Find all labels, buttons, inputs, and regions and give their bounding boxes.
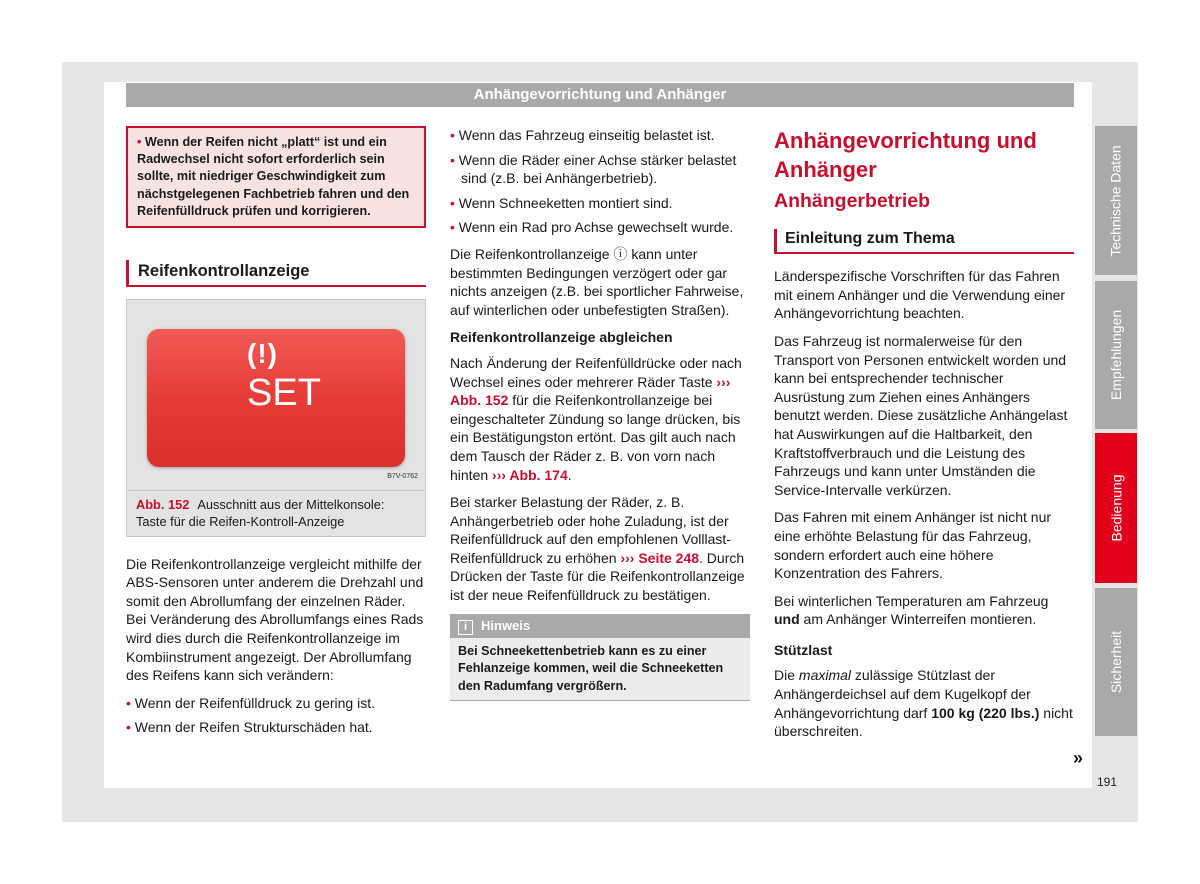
list-item: • Wenn Schneeketten montiert sind.	[450, 194, 750, 213]
set-label: SET	[247, 371, 321, 414]
list-item: • Wenn der Reifenfülldruck zu gering ist.	[126, 694, 426, 713]
paragraph: Die Reifenkontrollanzeige ⓘ kann unter bestimmten Bedingungen verzögert oder gar nichts anzeigen (z.B. bei sportlicher Fahrweise, auf winterlichen oder unbefestigten Straßen).	[450, 245, 744, 318]
topic-heading: Einleitung zum Thema	[774, 229, 1074, 255]
paragraph: Nach Änderung der Reifenfülldrücke oder nach Wechsel eines oder mehrerer Räder Taste ››› Abb. 152 für die Reifenkontrollanzeige bei eingeschalteter Zündung so lange drücken, bis ein Bestätigungston ertönt. Das gilt auch nach dem Tausch der Räder z. B. von vorn nach hinten ››› Abb. 174.	[450, 354, 742, 483]
paragraph: Das Fahren mit einem Anhänger ist nicht nur eine erhöhte Belastung für das Fahrzeug, sondern erfordert auch eine höhere Konzentration des Fahrers.	[774, 509, 1052, 582]
note-body: Bei Schneekettenbetrieb kann es zu einer Fehlanzeige kommen, weil die Schneeketten den Radumfang vergrößern.	[450, 638, 750, 701]
subheading: Reifenkontrollanzeige abgleichen	[450, 329, 673, 346]
note-header	[450, 614, 750, 639]
section-title: Anhängerbetrieb	[774, 190, 931, 212]
figure-set-button	[126, 299, 426, 491]
subheading: Stützlast	[774, 641, 833, 658]
list-item: • Wenn der Reifen Strukturschäden hat.	[126, 718, 426, 737]
figure-caption	[126, 491, 426, 537]
list-item: • Wenn das Fahrzeug einseitig belastet ist.	[450, 126, 750, 145]
paragraph: Die maximal zulässige Stützlast der Anhängerdeichsel auf dem Kugelkopf der Anhängevorrichtung darf 100 kg (220 lbs.) nicht überschreiten.	[774, 667, 1073, 740]
note-title: Hinweis	[481, 617, 531, 633]
warning-box	[126, 126, 426, 228]
tire-pressure-icon: (!)	[247, 337, 278, 369]
tab-sicherheit[interactable]: Sicherheit	[1095, 588, 1137, 736]
xref-link[interactable]: ››› Abb. 152	[450, 373, 731, 409]
paragraph: Bei starker Belastung der Räder, z. B. Anhängerbetrieb oder hohe Zuladung, ist der Reifenfülldruck auf den empfohlenen Volllast-Reifenfülldruck zu erhöhen ››› Seite 248. Durch Drücken der Taste für die Reifenkontrollanzeige ist der neue Reifenfülldruck zu bestätigen.	[450, 494, 745, 604]
paragraph: Bei winterlichen Temperaturen am Fahrzeug und am Anhänger Winterreifen montieren.	[774, 592, 1049, 628]
paragraph: Länderspezifische Vorschriften für das Fahren mit einem Anhänger und die Verwendung einer Anhängevorrichtung beachten.	[774, 268, 1066, 322]
list-item: • Wenn ein Rad pro Achse gewechselt wurde.	[450, 218, 750, 237]
xref-link[interactable]: ››› Seite 248	[620, 549, 700, 566]
column-left	[126, 126, 426, 745]
xref-link[interactable]: ››› Abb. 174	[492, 466, 568, 483]
figure-code: B7V-0762	[387, 473, 418, 481]
continue-mark: »	[1073, 748, 1084, 768]
list-item: • Wenn die Räder einer Achse stärker belastet sind (z.B. bei Anhängerbetrieb).	[450, 151, 750, 188]
bullet-list	[450, 126, 750, 237]
column-right	[774, 126, 1074, 750]
chapter-header: Anhängevorrichtung und Anhänger	[126, 83, 1074, 107]
caption-text: Ausschnitt aus der Mittelkonsole: Taste für die Reifen-Kontroll-Anzeige	[136, 496, 385, 529]
bullet-icon: •	[137, 135, 145, 149]
tab-bedienung[interactable]: Bedienung	[1095, 433, 1137, 583]
paragraph: Das Fahrzeug ist normalerweise für den Transport von Personen entwickelt worden und kann bei entsprechender technischer Ausrüstung zum Ziehen eines Anhängers benutzt werden. Diese zusätzliche Anhängelast hat Auswirkungen auf die Haltbarkeit, den Kraftstoffverbrauch und die Leistung des Fahrzeugs und kann unter Umständen die Service-Intervalle verkürzen.	[774, 332, 1068, 498]
section-heading: Reifenkontrollanzeige	[126, 260, 426, 287]
bullet-list	[126, 694, 426, 737]
warning-text: Wenn der Reifen nicht „platt“ ist und ein Radwechsel nicht sofort erforderlich sein sollte, mit niedriger Geschwindigkeit zum nächstgelegenen Fachbetrieb fahren und den Reifenfülldruck prüfen und korrigieren.	[137, 135, 410, 218]
paragraph: Die Reifenkontrollanzeige vergleicht mithilfe der ABS-Sensoren unter anderem die Drehzahl und somit den Abrollumfang der einzelnen Räder. Bei Veränderung des Abrollumfangs eines Rads wird dies durch die Reifenkontrollanzeige im Kombiinstrument angezeigt. Der Abrollumfang des Reifens kann sich verändern:	[126, 555, 424, 684]
column-middle	[450, 126, 750, 701]
tab-technische-daten[interactable]: Technische Daten	[1095, 126, 1137, 275]
chapter-title: Anhängevorrichtung und Anhänger	[774, 128, 1037, 182]
set-button-image	[147, 329, 405, 467]
info-icon: i	[458, 620, 473, 635]
caption-label: Abb. 152	[136, 496, 190, 512]
page-number: 191	[1097, 775, 1118, 789]
tab-empfehlungen[interactable]: Empfehlungen	[1095, 281, 1137, 429]
